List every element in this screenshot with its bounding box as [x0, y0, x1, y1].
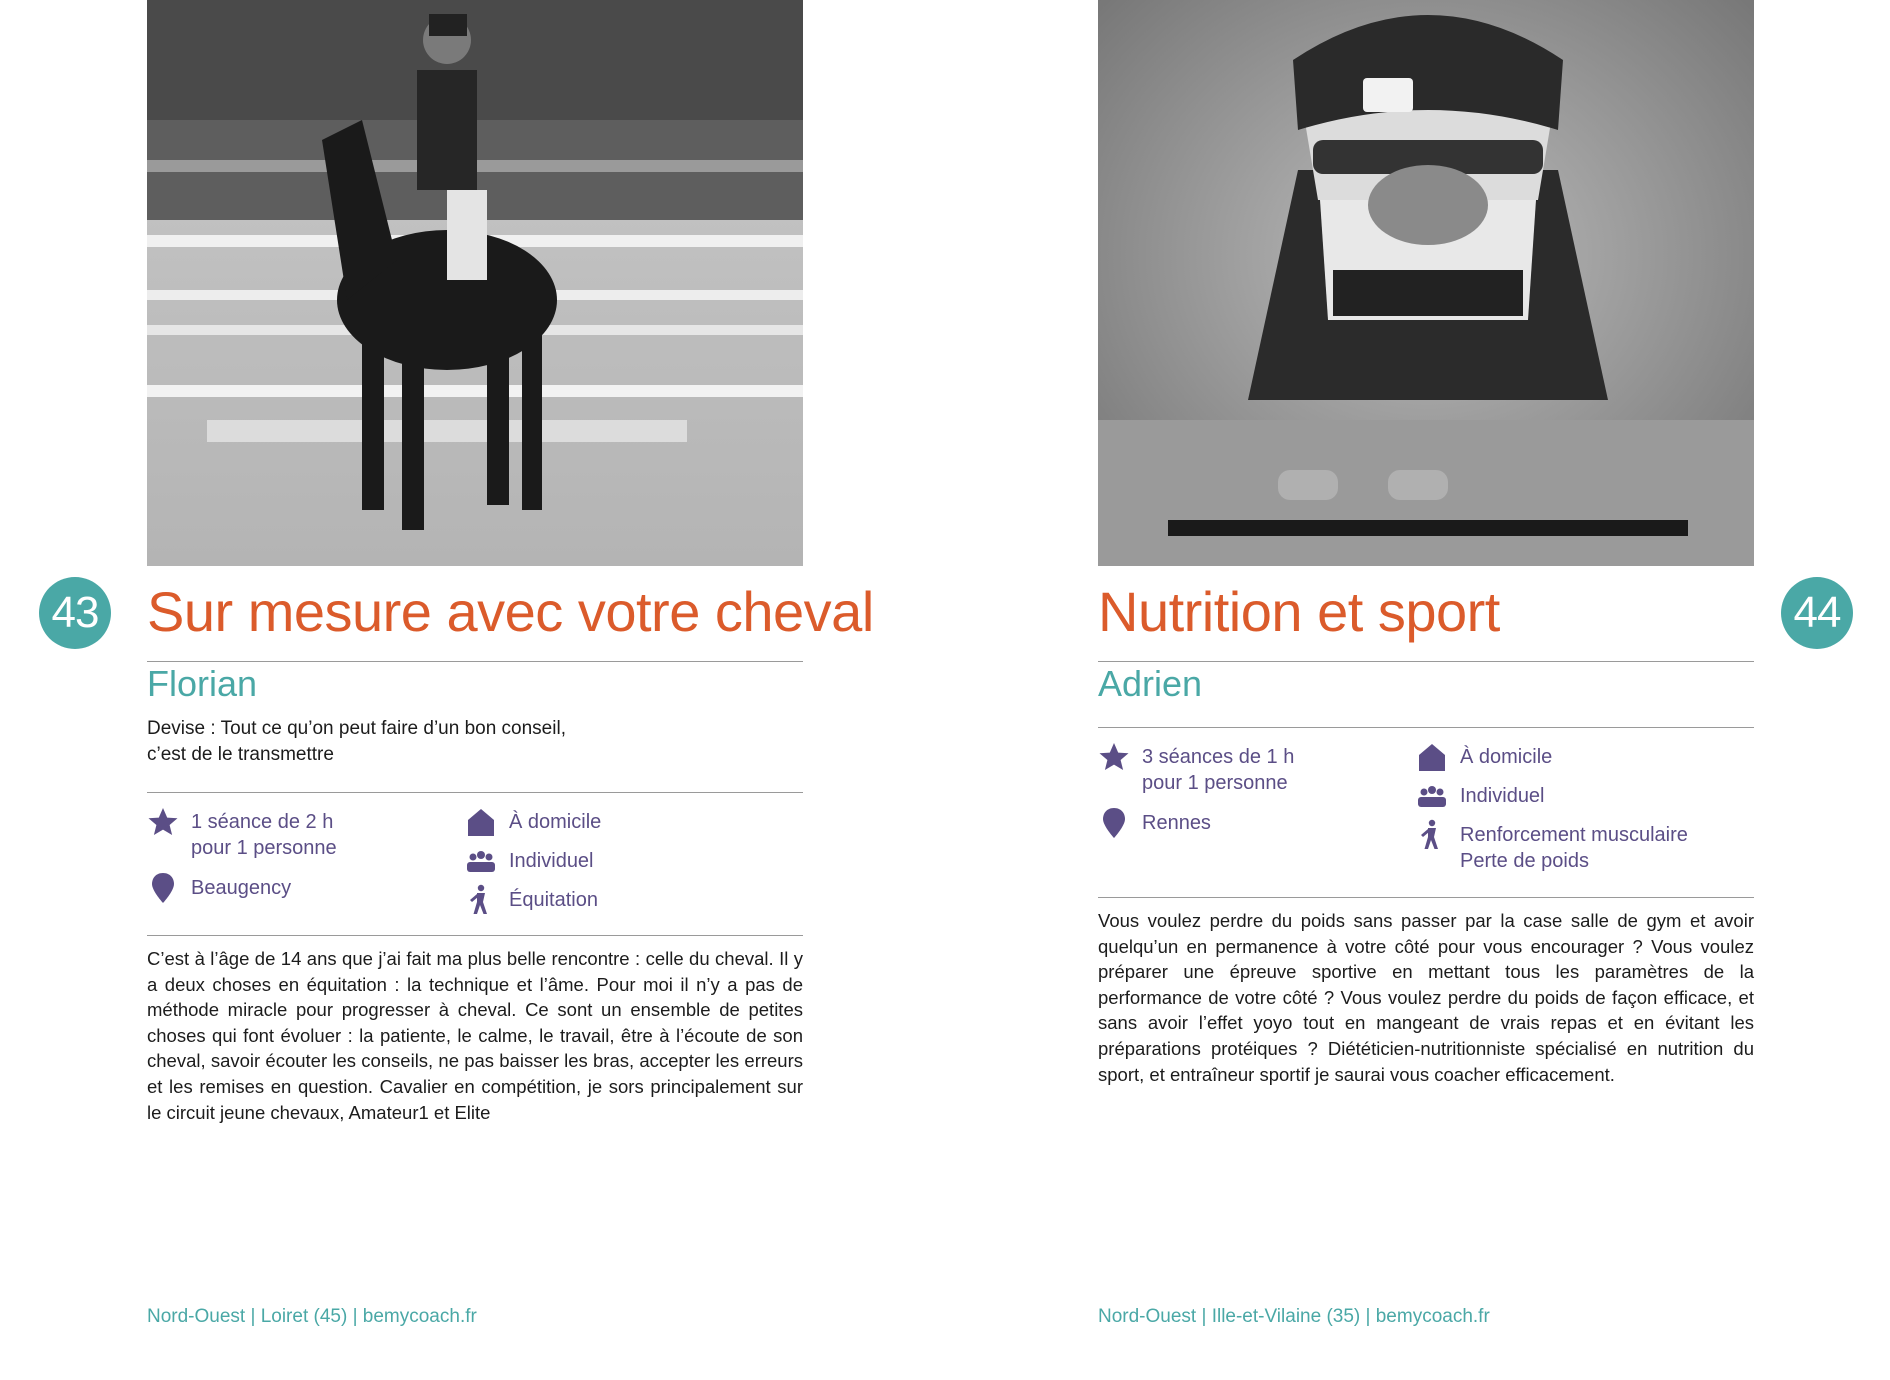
format-text: Individuel	[1460, 785, 1545, 807]
sessions-info	[147, 806, 337, 861]
coach-name: Florian	[147, 663, 258, 704]
activity-info	[465, 884, 598, 916]
athlete-icon	[465, 884, 497, 916]
group-icon	[465, 845, 497, 877]
motto-line: Devise : Tout ce qu’on peut faire d’un bon conseil,	[147, 718, 566, 739]
page-number-badge: 44	[1781, 577, 1853, 649]
activity-line: Perte de poids	[1460, 850, 1589, 872]
location-text: Rennes	[1142, 812, 1211, 834]
description: C’est à l’âge de 14 ans que j’ai fait ma plus belle rencontre : celle du cheval. Il y a deux choses en équitation : la technique et l’âme. Pour moi il n’y a pas de méthode miracle pour progresser à cheval. Ce sont un ensemble de petites choses qui font évoluer : la patiente, le calme, le travail, être à l’écoute de son cheval, savoir écouter les conseils, ne pas baisser les bras, accepter les erreurs et les remises en question. Cavalier en compétition, je sors principalement sur le circuit jeune chevaux, Amateur1 et Elite	[147, 948, 803, 1123]
map-pin-icon	[147, 872, 179, 904]
star-icon	[1098, 741, 1130, 773]
venue-info	[465, 806, 601, 838]
coach-name: Adrien	[1098, 663, 1203, 704]
venue-text: À domicile	[509, 811, 602, 833]
sessions-line: 3 séances de 1 h	[1142, 746, 1295, 768]
activity-info	[1416, 819, 1688, 874]
motto-line: c’est de le transmettre	[147, 744, 334, 765]
divider	[1098, 897, 1754, 898]
location-info	[1098, 807, 1211, 839]
offer-details	[147, 806, 803, 932]
sessions-info	[1098, 741, 1294, 796]
motto	[147, 716, 566, 768]
star-icon	[147, 806, 179, 838]
format-text: Individuel	[509, 850, 594, 872]
divider	[147, 935, 803, 936]
offer-title: Sur mesure avec votre cheval	[147, 580, 874, 643]
format-info	[465, 845, 594, 877]
offer-title: Nutrition et sport	[1098, 580, 1500, 643]
left-page	[0, 0, 940, 1380]
divider	[1098, 727, 1754, 728]
cyclist-photo	[1098, 0, 1754, 566]
venue-text: À domicile	[1460, 746, 1553, 768]
sessions-line: pour 1 personne	[1142, 772, 1288, 794]
horse-rider-photo	[147, 0, 803, 566]
group-icon	[1416, 780, 1448, 812]
page-footer: Nord-Ouest | Ille-et-Vilaine (35) | bemycoach.fr	[1098, 1306, 1490, 1327]
sessions-line: 1 séance de 2 h	[191, 811, 334, 833]
activity-text: Équitation	[509, 889, 598, 911]
format-info	[1416, 780, 1545, 812]
venue-info	[1416, 741, 1552, 773]
athlete-icon	[1416, 819, 1448, 851]
sessions-line: pour 1 personne	[191, 837, 337, 859]
location-info	[147, 872, 291, 904]
divider	[147, 792, 803, 793]
offer-details	[1098, 741, 1754, 881]
house-icon	[465, 806, 497, 838]
page-footer: Nord-Ouest | Loiret (45) | bemycoach.fr	[147, 1306, 477, 1327]
location-text: Beaugency	[191, 877, 292, 899]
house-icon	[1416, 741, 1448, 773]
description: Vous voulez perdre du poids sans passer par la case salle de gym et avoir quelqu’un en permanence à votre côté pour vous encourager ? Vous voulez préparer une épreuve sportive en mettant tous les paramètres de la performance de votre côté ? Vous voulez perdre du poids de façon efficace, et sans avoir l’effet yoyo tout en mangeant de vrais repas et en évitant les préparations protéiques ? Diététicien-nutritionniste spécialisé en nutrition du sport, et entraîneur sportif je saurai vous coacher efficacement.	[1098, 910, 1754, 1085]
activity-line: Renforcement musculaire	[1460, 824, 1688, 846]
right-page	[945, 0, 1885, 1380]
page-number-badge: 43	[39, 577, 111, 649]
map-pin-icon	[1098, 807, 1130, 839]
